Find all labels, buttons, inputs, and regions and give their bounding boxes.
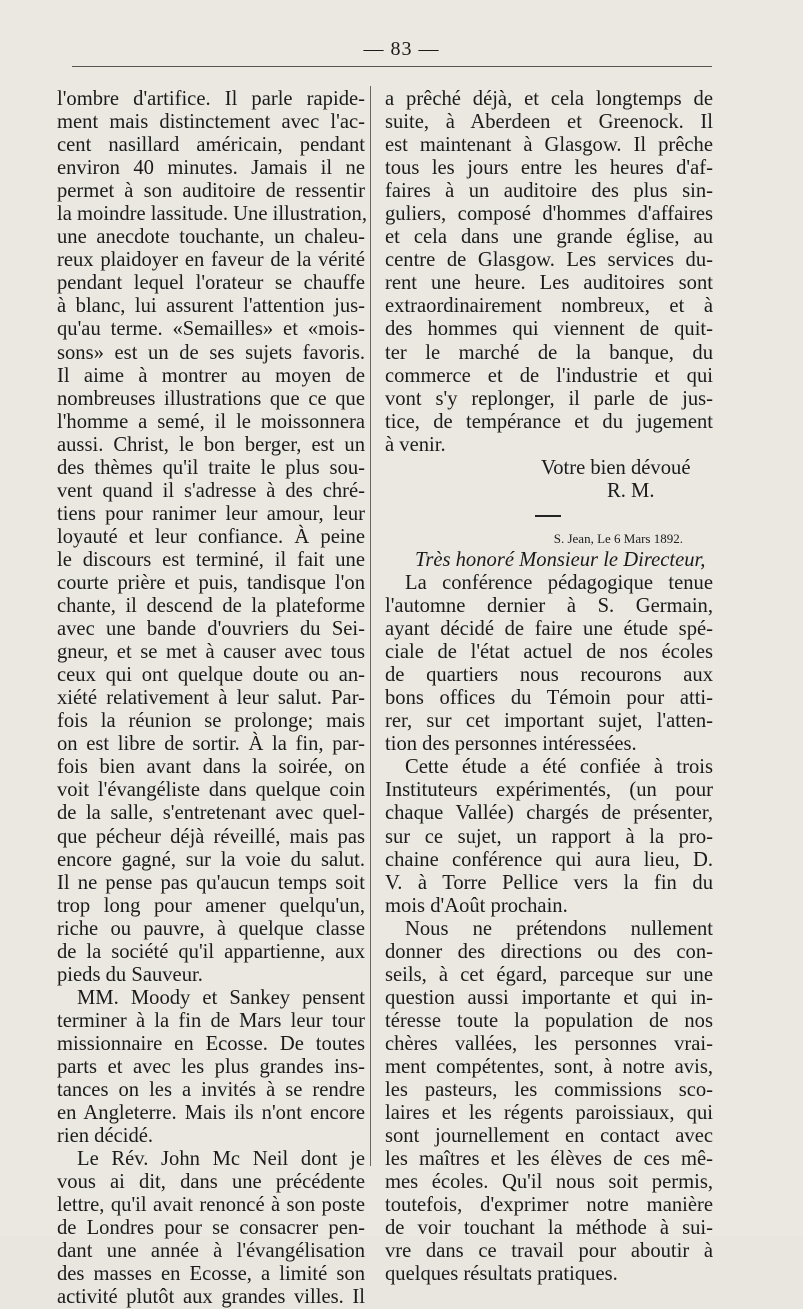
dateline: S. Jean, Le 6 Mars 1892. bbox=[553, 530, 683, 546]
text-line: toutefois, d'exprimer notre manière bbox=[385, 1194, 713, 1217]
text-line: tances on les a invités à se rendre bbox=[57, 1079, 365, 1102]
section-separator bbox=[535, 503, 561, 526]
text-line: tous les jours entre les heures d'af- bbox=[385, 157, 713, 180]
text-line: avec une bande d'ouvriers du Sei- bbox=[57, 618, 365, 641]
text-line: mes écoles. Qu'il nous soit permis, bbox=[385, 1171, 713, 1194]
text-line: vont s'y replonger, il parle de jus- bbox=[385, 387, 713, 410]
text-line: ment compétentes, sont, à notre avis, bbox=[385, 1055, 713, 1078]
text-line: de Londres pour se consacrer pen- bbox=[57, 1217, 365, 1240]
text-line: La conférence pédagogique tenue bbox=[405, 571, 713, 594]
text-line: dant une année à l'évangélisation bbox=[57, 1240, 365, 1263]
text-line: xiété relativement à leur salut. Par- bbox=[57, 687, 365, 710]
text-line: et cela dans une grande église, au bbox=[385, 226, 713, 249]
text-line: loyauté et leur confiance. À peine bbox=[57, 525, 365, 548]
text-line: Il aime à montrer au moyen de bbox=[57, 364, 365, 387]
text-line: chères vallées, les personnes vrai- bbox=[385, 1032, 713, 1055]
page-number: — 83 — bbox=[363, 38, 440, 60]
text-line: tiens pour ranimer leur amour, leur bbox=[57, 502, 365, 525]
text-line: vous ai dit, dans une précédente bbox=[57, 1171, 365, 1194]
text-line: trop long pour amener quelqu'un, bbox=[57, 894, 365, 917]
text-line: la moindre lassitude. Une illustration, bbox=[57, 203, 367, 226]
text-line: l'homme a semé, il le moissonnera bbox=[57, 410, 365, 433]
text-line: Nous ne prétendons nullement bbox=[405, 917, 713, 940]
text-line: de la salle, s'entretenant avec quel- bbox=[57, 802, 365, 825]
text-line: Cette étude a été confiée à trois bbox=[405, 756, 713, 779]
text-line: des hommes qui viennent de quit- bbox=[385, 318, 713, 341]
text-line: les pasteurs, les commissions sco- bbox=[385, 1079, 713, 1102]
text-line: missionnaire en Ecosse. De toutes bbox=[57, 1032, 365, 1055]
column-divider bbox=[370, 86, 371, 1166]
text-line: l'automne dernier à S. Germain, bbox=[385, 595, 713, 618]
text-line: chaque Vallée) chargés de présenter, bbox=[385, 802, 713, 825]
text-line: guliers, composé d'hommes d'affaires bbox=[385, 203, 713, 226]
text-line: laires et les régents paroissiaux, qui bbox=[385, 1102, 713, 1125]
text-line: on est libre de sortir. À la fin, par- bbox=[57, 733, 365, 756]
text-line: les maîtres et les élèves de ces mê- bbox=[385, 1148, 713, 1171]
text-line: commerce et de l'industrie et qui bbox=[385, 364, 713, 387]
text-line: ter le marché de la banque, du bbox=[385, 341, 713, 364]
text-line: quelques résultats pratiques. bbox=[385, 1263, 618, 1286]
text-line: fois bien avant dans la soirée, on bbox=[57, 756, 365, 779]
text-line: voit l'évangéliste dans quelque coin bbox=[57, 779, 365, 802]
text-line: V. à Torre Pellice vers la fin du bbox=[385, 871, 713, 894]
text-line: encore gagné, sur la voie du salut. bbox=[57, 848, 365, 871]
text-line: MM. Moody et Sankey pensent bbox=[77, 986, 365, 1009]
text-line: pendant lequel l'orateur se chauffe bbox=[57, 272, 365, 295]
text-line: chante, il descend de la plateforme bbox=[57, 595, 365, 618]
text-line: Instituteurs expérimentés, (un pour bbox=[385, 779, 713, 802]
text-line: pieds du Sauveur. bbox=[57, 963, 203, 986]
text-line: de la société qu'il appartienne, aux bbox=[57, 940, 365, 963]
text-line: de quartiers nous recourons aux bbox=[385, 664, 713, 687]
text-line: des masses en Ecosse, a limité son bbox=[57, 1263, 365, 1286]
text-line: lettre, qu'il avait renoncé à son poste bbox=[57, 1194, 365, 1217]
text-line: vent quand il s'adresse à des chré- bbox=[57, 479, 365, 502]
text-line: téresse toute la population de nos bbox=[385, 1009, 713, 1032]
text-line: sur ce sujet, un rapport à la pro- bbox=[385, 825, 713, 848]
text-line: a prêché déjà, et cela longtemps de bbox=[385, 88, 713, 110]
text-line: rer, sur cet important sujet, l'atten- bbox=[385, 710, 713, 733]
text-line: environ 40 minutes. Jamais il ne bbox=[57, 157, 365, 180]
text-line: sons» est un de ses sujets favoris. bbox=[57, 341, 365, 364]
text-line: ment mais distinctement avec l'ac- bbox=[57, 111, 365, 134]
text-line: rent une heure. Les auditoires sont bbox=[385, 272, 713, 295]
text-line: vre dans ce travail pour aboutir à bbox=[385, 1240, 713, 1263]
text-line: donner des directions ou des con- bbox=[385, 940, 713, 963]
text-line: en Angleterre. Mais ils n'ont encore bbox=[57, 1102, 365, 1125]
header-rule bbox=[72, 66, 712, 67]
text-line: riche ou pauvre, à quelque classe bbox=[57, 917, 365, 940]
text-line: de voir touchant la méthode à sui- bbox=[385, 1217, 713, 1240]
text-line: sont journellement en contact avec bbox=[385, 1125, 713, 1148]
text-line: des thèmes qu'il traite le plus sou- bbox=[57, 456, 365, 479]
text-line: aussi. Christ, le bon berger, est un bbox=[57, 433, 365, 456]
text-line: seils, à cet égard, parceque sur une bbox=[385, 963, 713, 986]
text-line: faires à un auditoire des plus sin- bbox=[385, 180, 713, 203]
text-line: gneur, et se met à causer avec tous bbox=[57, 641, 365, 664]
text-line: est maintenant à Glasgow. Il prêche bbox=[385, 134, 713, 157]
text-line: Il ne pense pas qu'aucun temps soit bbox=[57, 871, 365, 894]
signature-closing: Votre bien dévoué bbox=[541, 456, 691, 479]
text-line: suite, à Aberdeen et Greenock. Il bbox=[385, 111, 713, 134]
text-line: ceux qui ont quelque doute ou an- bbox=[57, 664, 365, 687]
text-line: l'ombre d'artifice. Il parle rapide- bbox=[57, 88, 365, 110]
text-line: ayant décidé de faire une étude spé- bbox=[385, 618, 713, 641]
text-line: tion des personnes intéressées. bbox=[385, 733, 637, 756]
left-column bbox=[57, 88, 365, 1309]
text-line: ciale de l'état actuel de nos écoles bbox=[385, 641, 713, 664]
text-line: fois la réunion se prolonge; mais bbox=[57, 710, 365, 733]
text-line: bons offices du Témoin pour atti- bbox=[385, 687, 713, 710]
text-line: nombreuses illustrations que ce que bbox=[57, 387, 365, 410]
text-line: activité plutôt aux grandes villes. Il bbox=[57, 1286, 365, 1309]
text-line: le discours est terminé, il fait une bbox=[57, 548, 365, 571]
text-line: à blanc, lui assurent l'attention jus- bbox=[57, 295, 365, 318]
text-line: cent nasillard américain, pendant bbox=[57, 134, 365, 157]
text-line: qu'au terme. «Semailles» et «mois- bbox=[57, 318, 365, 341]
text-line: à venir. bbox=[385, 433, 446, 456]
text-line: parts et avec les plus grandes ins- bbox=[57, 1055, 365, 1078]
text-line: centre de Glasgow. Les services du- bbox=[385, 249, 713, 272]
text-line: permet à son auditoire de ressentir bbox=[57, 180, 365, 203]
text-line: reux plaidoyer en faveur de la vérité bbox=[57, 249, 365, 272]
text-line: mois d'Août prochain. bbox=[385, 894, 568, 917]
text-line: tice, de tempérance et du jugement bbox=[385, 410, 713, 433]
text-line: courte prière et puis, tandisque l'on bbox=[57, 571, 365, 594]
text-line: que pécheur déjà réveillé, mais pas bbox=[57, 825, 365, 848]
text-line: extraordinairement nombreux, et à bbox=[385, 295, 713, 318]
text-line: terminer à la fin de Mars leur tour bbox=[57, 1009, 365, 1032]
text-line: une anecdote touchante, un chaleu- bbox=[57, 226, 365, 249]
right-column bbox=[385, 88, 713, 1286]
salutation: Très honoré Monsieur le Directeur, bbox=[415, 548, 706, 571]
signature-initials: R. M. bbox=[607, 479, 655, 502]
text-line: Le Rév. John Mc Neil dont je bbox=[77, 1148, 365, 1171]
text-line: question aussi importante et qui in- bbox=[385, 986, 713, 1009]
text-line: chaine conférence qui aura lieu, D. bbox=[385, 848, 713, 871]
text-line: rien décidé. bbox=[57, 1125, 154, 1148]
